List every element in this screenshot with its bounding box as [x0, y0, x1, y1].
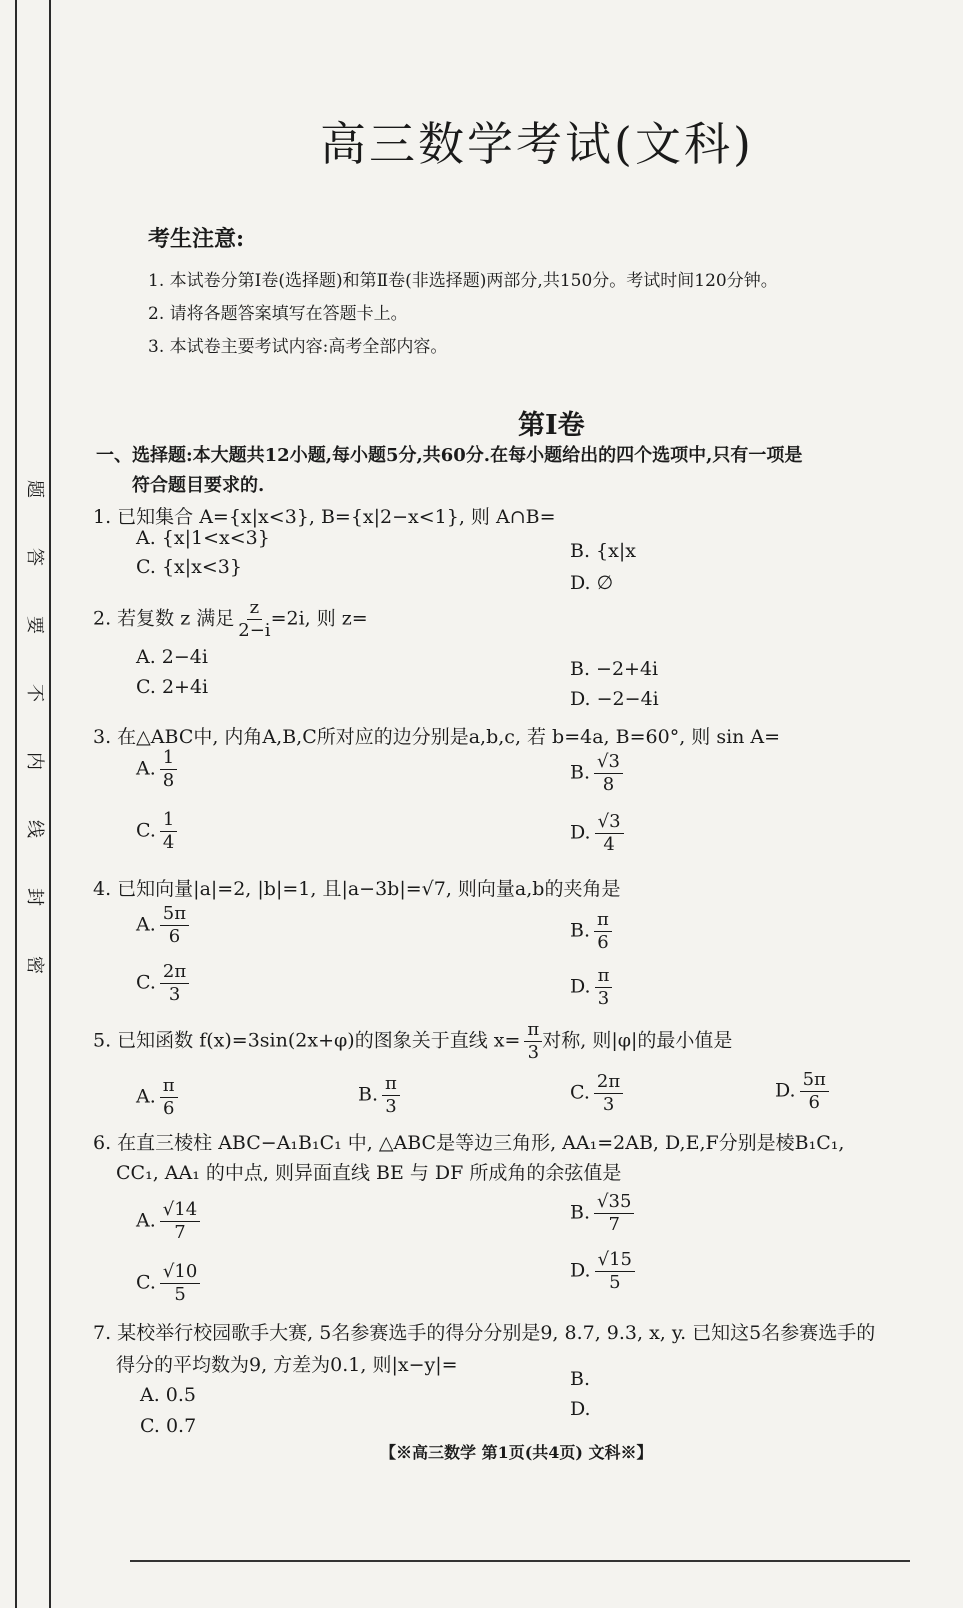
q6-c-label: C.: [136, 1271, 156, 1294]
q5-option-b: [358, 1074, 400, 1117]
q3-c-num: 1: [160, 810, 177, 832]
notice-heading: 考生注意:: [148, 226, 245, 252]
q6-option-d: [570, 1250, 635, 1293]
q4-a-frac: [160, 904, 189, 947]
q5-c-frac: [594, 1072, 623, 1115]
q2-option-a: A. 2−4i: [136, 646, 208, 668]
section-line: 符合题目要求的.: [132, 475, 265, 496]
q3-b-num: √3: [594, 752, 623, 774]
q4-b-num: π: [594, 910, 612, 932]
q4-a-den: 6: [168, 925, 181, 947]
q5-a-frac: [160, 1076, 178, 1119]
margin-line-inner: [49, 0, 51, 1608]
q6-a-den: 7: [174, 1221, 186, 1243]
question-5-stem: [93, 1020, 732, 1063]
q6-c-num: √10: [160, 1262, 200, 1284]
q2-option-c: C. 2+4i: [136, 676, 209, 698]
question-6-stem-line1: 6. 在直三棱柱 ABC−A₁B₁C₁ 中, △ABC是等边三角形, AA₁=2AB, D,E,F分别是棱B₁C₁,: [93, 1132, 845, 1154]
q7-option-b: B.: [570, 1368, 591, 1390]
seal-char: 不: [24, 684, 45, 702]
q5-c-num: 2π: [594, 1072, 623, 1094]
q6-d-den: 5: [609, 1271, 621, 1293]
q6-b-num: √35: [594, 1192, 634, 1214]
q5-frac-num: π: [524, 1020, 542, 1042]
q3-b-frac: [594, 752, 623, 795]
q4-d-frac: [595, 966, 613, 1009]
q4-b-den: 6: [597, 931, 609, 953]
q3-a-frac: [160, 748, 177, 791]
q4-d-num: π: [595, 966, 613, 988]
exam-title: 高三数学考试(文科): [320, 117, 754, 171]
q5-c-den: 3: [602, 1093, 615, 1115]
q4-a-num: 5π: [160, 904, 189, 926]
q5-d-label: D.: [775, 1079, 796, 1102]
q5-b-den: 3: [385, 1095, 397, 1117]
q6-c-frac: [160, 1262, 200, 1305]
q5-b-label: B.: [358, 1083, 379, 1106]
q3-a-den: 8: [162, 769, 175, 791]
q6-option-a: [136, 1200, 200, 1243]
q3-option-d: [570, 812, 624, 855]
page-footer: 【※高三数学 第1页(共4页) 文科※】: [380, 1443, 653, 1462]
seal-line-column: [22, 480, 46, 1024]
q1-option-b: B. {x|x: [570, 540, 636, 562]
seal-char: 内: [24, 752, 45, 770]
q2-stem-post: =2i, 则 z=: [270, 607, 368, 630]
q5-a-label: A.: [136, 1085, 156, 1108]
q3-d-den: 4: [603, 833, 615, 855]
q4-c-den: 3: [168, 983, 181, 1005]
notice-line: 1. 本试卷分第Ⅰ卷(选择题)和第Ⅱ卷(非选择题)两部分,共150分。考试时间120分钟。: [148, 271, 778, 291]
q4-d-label: D.: [570, 975, 591, 998]
q1-option-d: D. ∅: [570, 572, 614, 594]
q5-d-num: 5π: [800, 1070, 829, 1092]
volume-heading: 第Ⅰ卷: [518, 410, 585, 441]
q3-option-b: [570, 752, 623, 795]
q5-a-num: π: [160, 1076, 178, 1098]
q6-a-num: √14: [160, 1200, 200, 1222]
q6-b-den: 7: [608, 1213, 620, 1235]
q6-d-num: √15: [595, 1250, 635, 1272]
q1-option-c: C. {x|x<3}: [136, 556, 242, 578]
q4-c-frac: [160, 962, 189, 1005]
q6-c-den: 5: [174, 1283, 186, 1305]
section-instructions: [96, 441, 936, 501]
q3-d-num: √3: [595, 812, 624, 834]
q2-fraction: [238, 598, 270, 641]
seal-char: 线: [24, 820, 45, 838]
q5-stem-pre: 5. 已知函数 f(x)=3sin(2x+φ)的图象关于直线 x=: [93, 1029, 521, 1052]
q2-option-b: B. −2+4i: [570, 658, 659, 680]
seal-char: 封: [24, 888, 45, 906]
q5-option-c: [570, 1072, 623, 1115]
margin-line-outer: [15, 0, 17, 1608]
q4-option-c: [136, 962, 189, 1005]
q6-b-label: B.: [570, 1201, 591, 1224]
seal-char: 要: [24, 616, 45, 634]
q6-a-label: A.: [136, 1209, 156, 1232]
q5-c-label: C.: [570, 1081, 590, 1104]
q4-option-d: [570, 966, 612, 1009]
q4-option-a: [136, 904, 189, 947]
question-7-stem-line1: 7. 某校举行校园歌手大赛, 5名参赛选手的得分分别是9, 8.7, 9.3, x, y. 已知这5名参赛选手的: [93, 1322, 876, 1344]
q6-a-frac: [160, 1200, 200, 1243]
q4-option-b: [570, 910, 612, 953]
q5-option-a: [136, 1076, 178, 1119]
q5-option-d: [775, 1070, 829, 1113]
q4-b-label: B.: [570, 919, 591, 942]
q5-frac-den: 3: [527, 1041, 540, 1063]
seal-char: 密: [24, 956, 45, 974]
q7-option-d: D.: [570, 1398, 591, 1420]
q3-a-num: 1: [160, 748, 177, 770]
q5-b-frac: [382, 1074, 400, 1117]
section-line: 一、选择题:本大题共12小题,每小题5分,共60分.在每小题给出的四个选项中,只有一项是: [96, 445, 803, 466]
q3-d-frac: [595, 812, 624, 855]
q6-option-b: [570, 1192, 634, 1235]
page-bottom-edge: [130, 1560, 910, 1562]
q3-d-label: D.: [570, 821, 591, 844]
q6-b-frac: [594, 1192, 634, 1235]
q7-option-c: C. 0.7: [140, 1415, 197, 1437]
q2-frac-num: z: [247, 598, 262, 620]
q3-c-label: C.: [136, 819, 156, 842]
q2-stem-pre: 2. 若复数 z 满足: [93, 607, 235, 630]
question-1-stem: 1. 已知集合 A={x|x<3}, B={x|2−x<1}, 则 A∩B=: [93, 506, 556, 528]
q4-a-label: A.: [136, 913, 156, 936]
q3-c-frac: [160, 810, 177, 853]
q2-option-d: D. −2−4i: [570, 688, 659, 710]
q6-d-frac: [595, 1250, 635, 1293]
q5-d-frac: [800, 1070, 829, 1113]
q6-option-c: [136, 1262, 200, 1305]
question-7-stem-line2: 得分的平均数为9, 方差为0.1, 则|x−y|=: [116, 1354, 458, 1376]
q5-fraction: [524, 1020, 542, 1063]
notice-line: 2. 请将各题答案填写在答题卡上。: [148, 304, 408, 324]
q4-c-num: 2π: [160, 962, 189, 984]
question-3-stem: 3. 在△ABC中, 内角A,B,C所对应的边分别是a,b,c, 若 b=4a, B=60°, 则 sin A=: [93, 726, 781, 748]
q4-d-den: 3: [597, 987, 610, 1009]
notice-line: 3. 本试卷主要考试内容:高考全部内容。: [148, 337, 448, 357]
q7-option-a: A. 0.5: [140, 1384, 197, 1406]
q5-stem-post: 对称, 则|φ|的最小值是: [542, 1029, 733, 1052]
q6-d-label: D.: [570, 1259, 591, 1282]
q4-b-frac: [594, 910, 612, 953]
q3-option-a: [136, 748, 177, 791]
q3-c-den: 4: [162, 831, 175, 853]
question-4-stem: 4. 已知向量|a|=2, |b|=1, 且|a−3b|=√7, 则向量a,b的夹角是: [93, 878, 621, 900]
q3-b-label: B.: [570, 761, 591, 784]
q3-a-label: A.: [136, 757, 156, 780]
question-2-stem: [93, 598, 368, 641]
seal-char: 题: [24, 480, 45, 498]
question-6-stem-line2: CC₁, AA₁ 的中点, 则异面直线 BE 与 DF 所成角的余弦值是: [116, 1162, 622, 1184]
q4-c-label: C.: [136, 971, 156, 994]
notice-block: [148, 222, 928, 364]
q3-option-c: [136, 810, 177, 853]
q5-b-num: π: [382, 1074, 400, 1096]
q2-frac-den: 2−i: [238, 619, 271, 641]
q1-option-a: A. {x|1<x<3}: [136, 527, 270, 549]
q5-a-den: 6: [162, 1097, 175, 1119]
q5-d-den: 6: [808, 1091, 820, 1113]
q3-b-den: 8: [602, 773, 615, 795]
seal-char: 答: [24, 548, 45, 566]
